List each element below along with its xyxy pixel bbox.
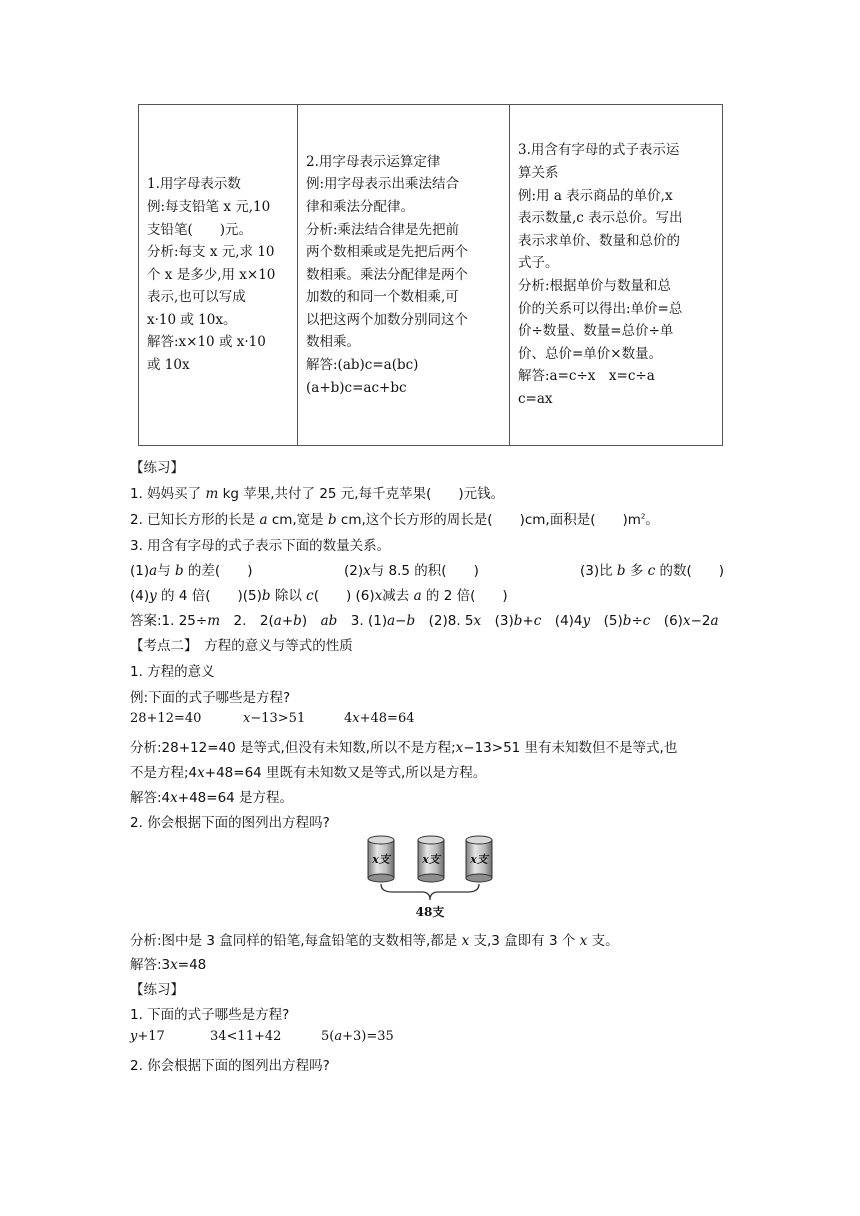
variable: b bbox=[174, 563, 184, 579]
variable: b bbox=[293, 613, 302, 629]
pencil-box-icon bbox=[368, 836, 394, 882]
cell-line: 价的关系可以得出:单价=总 bbox=[518, 300, 683, 317]
text: + bbox=[522, 613, 534, 629]
practice-question-3: 3. 用含有字母的式子表示下面的数量关系。 bbox=[130, 538, 391, 554]
practice-question-1 bbox=[130, 482, 504, 502]
variable: x bbox=[170, 790, 178, 806]
text: 4 bbox=[344, 711, 353, 726]
variable: c bbox=[642, 613, 651, 629]
variable: x bbox=[374, 588, 383, 604]
variable: x bbox=[682, 613, 691, 629]
cell-line: 分析:乘法结合律是先把前 bbox=[306, 221, 460, 238]
section-heading bbox=[130, 634, 353, 654]
expression-2 bbox=[243, 711, 305, 726]
variable: x bbox=[579, 933, 588, 949]
text: +17 bbox=[137, 1029, 165, 1044]
table-cell-letters-represent-numbers bbox=[139, 105, 298, 446]
text: 支。 bbox=[587, 933, 619, 949]
cell-line: 例:用字母表示出乘法结合 bbox=[306, 176, 460, 193]
text: (2)8. 5 bbox=[415, 613, 474, 629]
pencil-box-icon bbox=[466, 836, 492, 882]
variable: x bbox=[461, 933, 470, 949]
variable: c bbox=[306, 588, 314, 604]
text: +3)=35 bbox=[342, 1029, 394, 1044]
text: (6) bbox=[650, 613, 683, 629]
variable: a bbox=[334, 1029, 343, 1044]
variable: c bbox=[647, 563, 656, 579]
text: 2. 2( bbox=[220, 613, 274, 629]
text: + bbox=[281, 613, 294, 629]
variable: c bbox=[533, 613, 542, 629]
cell-line: 1.用字母表示数 bbox=[147, 176, 241, 193]
cell-line: 价÷数量、数量=总价÷单 bbox=[518, 323, 674, 340]
subsection-title-2: 2. 你会根据下面的图列出方程吗? bbox=[130, 815, 330, 831]
expression-3 bbox=[344, 711, 415, 726]
text: 与 8.5 的积( ) bbox=[370, 563, 479, 579]
text: 多 bbox=[625, 563, 648, 579]
cell-line: 支铅笔( )元。 bbox=[147, 221, 253, 238]
cell-line: 以把这两个加数分别同这个 bbox=[306, 311, 468, 328]
text: =48 bbox=[177, 957, 207, 973]
text: (3) bbox=[481, 613, 514, 629]
cell-line: 表示求单价、数量和总价的 bbox=[518, 232, 680, 249]
text: (1) bbox=[130, 563, 150, 579]
q3-part-1 bbox=[130, 559, 252, 579]
analysis-line-2 bbox=[130, 761, 486, 781]
practice2-expression-1 bbox=[130, 1029, 165, 1044]
cell-line: 两个数相乘或是先把后两个 bbox=[306, 244, 468, 261]
pencil-boxes-svg bbox=[362, 832, 502, 922]
variable: b bbox=[513, 613, 523, 629]
text: −13>51 里有未知数但不是等式,也 bbox=[463, 740, 678, 756]
text: 2. 已知长方形的长是 bbox=[130, 512, 260, 528]
analysis-line-1 bbox=[130, 736, 677, 756]
cell-line: 数相乘。乘法分配律是两个 bbox=[306, 266, 468, 283]
practice-question-2 bbox=[130, 508, 659, 528]
pencil-boxes-figure bbox=[362, 832, 502, 922]
text: 减去 bbox=[382, 588, 414, 604]
superscript: 2 bbox=[640, 512, 646, 521]
q3-part-3 bbox=[580, 559, 724, 579]
variable: y bbox=[130, 1029, 138, 1044]
brace-icon bbox=[381, 884, 479, 900]
variable: y bbox=[582, 613, 591, 629]
text: 与 bbox=[157, 563, 175, 579]
text: kg 苹果,共付了 25 元,每千克苹果( )元钱。 bbox=[218, 486, 505, 502]
variable: b bbox=[406, 613, 416, 629]
example-text: 例:下面的式子哪些是方程? bbox=[130, 690, 291, 706]
variable: m bbox=[207, 613, 221, 629]
text: ) bbox=[301, 613, 321, 629]
q3-parts-4-6 bbox=[130, 584, 508, 604]
text: (5) bbox=[590, 613, 623, 629]
cell-line: 解答:a=c÷x x=c÷a bbox=[518, 368, 655, 385]
cell-line: 价、总价=单价×数量。 bbox=[518, 345, 663, 362]
variable: x bbox=[170, 957, 178, 973]
text: 的 4 倍( )(5) bbox=[156, 588, 262, 604]
answer-line bbox=[130, 786, 293, 806]
variable: a bbox=[387, 613, 396, 629]
pencil-box-label: x支 bbox=[470, 853, 488, 866]
variable: ab bbox=[320, 613, 338, 629]
text: cm,这个长方形的周长是( )cm,面积是( )m bbox=[336, 512, 641, 528]
cell-line: (a+b)c=ac+bc bbox=[306, 379, 407, 396]
variable: x bbox=[197, 765, 205, 781]
text: 不是方程;4 bbox=[130, 765, 198, 781]
practice2-question-2: 2. 你会根据下面的图列出方程吗? bbox=[130, 1058, 330, 1074]
practice2-expression-3 bbox=[321, 1029, 394, 1044]
text: −13>51 bbox=[250, 711, 306, 726]
text: 5( bbox=[321, 1029, 335, 1044]
q3-part-2 bbox=[344, 559, 479, 579]
cell-line: 数相乘。 bbox=[306, 334, 360, 351]
cell-line: 分析:每支 x 元,求 10 bbox=[147, 244, 275, 261]
cell-line: c=ax bbox=[518, 390, 553, 407]
text: ( ) (6) bbox=[313, 588, 375, 604]
cell-line: 例:每支铅笔 x 元,10 bbox=[147, 198, 271, 215]
variable: a bbox=[710, 613, 719, 629]
cell-line: 解答:(ab)c=a(bc) bbox=[306, 357, 419, 374]
text: (4)4 bbox=[541, 613, 583, 629]
practice-answer bbox=[130, 609, 719, 629]
section-title: 方程的意义与等式的性质 bbox=[190, 638, 353, 654]
knowledge-table bbox=[138, 104, 723, 446]
text: +48=64 里既有未知数又是等式,所以是方程。 bbox=[204, 765, 487, 781]
text: 3. (1) bbox=[337, 613, 388, 629]
cell-line: 例:用 a 表示商品的单价,x bbox=[518, 187, 673, 204]
text: − bbox=[395, 613, 407, 629]
text: 的数( ) bbox=[655, 563, 725, 579]
text: +48=64 是方程。 bbox=[177, 790, 294, 806]
practice2-expression-2: 34<11+42 bbox=[210, 1029, 282, 1044]
text: 解答:4 bbox=[130, 790, 171, 806]
text: 的 2 倍( ) bbox=[421, 588, 508, 604]
variable: x bbox=[455, 740, 464, 756]
variable: b bbox=[261, 588, 271, 604]
variable: y bbox=[149, 588, 157, 604]
cell-line: 3.用含有字母的式子表示运 bbox=[518, 142, 680, 159]
text: (4) bbox=[130, 588, 150, 604]
pencil-box-icon bbox=[418, 836, 444, 882]
answer-line-2 bbox=[130, 953, 206, 973]
variable: a bbox=[413, 588, 422, 604]
text: 1. 妈妈买了 bbox=[130, 486, 206, 502]
text: 支,3 盒即有 3 个 bbox=[469, 933, 580, 949]
cell-line: 加数的和同一个数相乘,可 bbox=[306, 289, 459, 306]
text: 除以 bbox=[270, 588, 307, 604]
cell-line: 表示,也可以写成 bbox=[147, 289, 246, 306]
text: 。 bbox=[645, 512, 659, 528]
text: cm,宽是 bbox=[267, 512, 328, 528]
variable: a bbox=[259, 512, 268, 528]
cell-line: 或 10x bbox=[147, 357, 190, 374]
cell-line: x·10 或 10x。 bbox=[147, 311, 237, 328]
cell-line: 表示数量,c 表示总价。写出 bbox=[518, 210, 683, 227]
expression-1: 28+12=40 bbox=[130, 711, 202, 726]
variable: x bbox=[243, 711, 251, 726]
cell-line: 2.用字母表示运算定律 bbox=[306, 153, 441, 170]
variable: x bbox=[352, 711, 360, 726]
cell-line: 式子。 bbox=[518, 255, 559, 272]
variable: x bbox=[363, 563, 371, 579]
variable: x bbox=[473, 613, 482, 629]
text: 分析:28+12=40 是等式,但没有未知数,所以不是方程; bbox=[130, 740, 456, 756]
practice-heading: 【练习】 bbox=[130, 460, 184, 476]
variable: b bbox=[616, 563, 626, 579]
table-row bbox=[139, 105, 723, 446]
text: 答案:1. 25÷ bbox=[130, 613, 208, 629]
cell-line: 解答:x×10 或 x·10 bbox=[147, 334, 266, 351]
analysis-line-3 bbox=[130, 929, 619, 949]
cell-line: 律和乘法分配律。 bbox=[306, 198, 414, 215]
variable: m bbox=[205, 486, 219, 502]
pencil-box-label: x支 bbox=[422, 853, 440, 866]
text: 的差( ) bbox=[183, 563, 253, 579]
pencil-box-label: x支 bbox=[372, 853, 390, 866]
total-label: 48支 bbox=[415, 905, 445, 919]
text: 分析:图中是 3 盒同样的铅笔,每盒铅笔的支数相等,都是 bbox=[130, 933, 462, 949]
subsection-title: 1. 方程的意义 bbox=[130, 664, 215, 680]
variable: a bbox=[273, 613, 282, 629]
cell-line: 个 x 是多少,用 x×10 bbox=[147, 266, 276, 283]
text: (2) bbox=[344, 563, 364, 579]
variable: a bbox=[149, 563, 158, 579]
table-cell-operation-relations bbox=[510, 105, 723, 446]
cell-line: 算关系 bbox=[518, 165, 559, 182]
text: (3)比 bbox=[580, 563, 617, 579]
practice2-question-1: 1. 下面的式子哪些是方程? bbox=[130, 1007, 290, 1023]
section-tag: 【考点二】 bbox=[130, 638, 191, 654]
text: 解答:3 bbox=[130, 957, 171, 973]
cell-line: 分析:根据单价与数量和总 bbox=[518, 278, 672, 294]
text: −2 bbox=[690, 613, 711, 629]
text: ÷ bbox=[631, 613, 643, 629]
variable: b bbox=[622, 613, 632, 629]
table-cell-operation-laws bbox=[298, 105, 510, 446]
practice-heading-2: 【练习】 bbox=[130, 982, 184, 998]
text: +48=64 bbox=[359, 711, 415, 726]
variable: b bbox=[327, 512, 337, 528]
